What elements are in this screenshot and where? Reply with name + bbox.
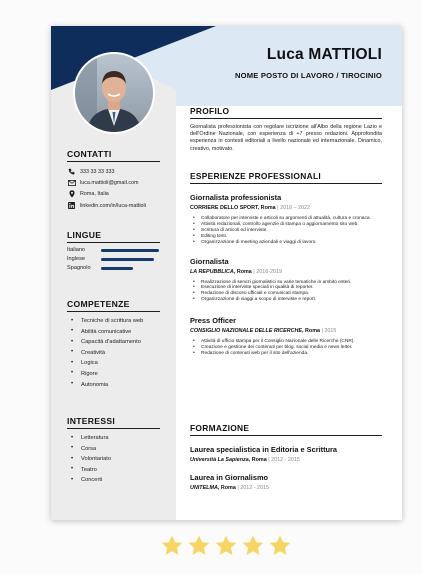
linkedin-icon [67, 202, 76, 209]
skill-item: • Logica [75, 360, 160, 366]
language-row [67, 265, 160, 271]
contact-linkedin-text: linkedin.com/in/luca-mattioli [80, 202, 146, 209]
job-meta [190, 328, 382, 334]
job-bullet: • Realizzazione di servizi giornalistici su varie tematiche in ambito esteri. [190, 280, 382, 286]
job-company: LA REPUBBLICA [190, 268, 234, 275]
contacts-title: CONTATTI [67, 149, 160, 162]
contact-email-text: luca.mattioli@gmail.com [80, 179, 139, 186]
skills-section [67, 299, 160, 392]
location-pin-icon [67, 191, 76, 198]
languages-title: LINGUE [67, 230, 160, 243]
interests-list [67, 435, 160, 483]
school-name: UNITELMA [190, 485, 218, 491]
interest-item: • Concerti [75, 477, 160, 483]
contact-email [67, 179, 160, 186]
job-company: CONSIGLIO NAZIONALE DELLE RICERCHE [190, 328, 303, 335]
resume-page [51, 26, 402, 520]
profile-text: Giornalista professionista con regolare iscrizione all'Albo della regione Lazio e dell'Ordine Nazionale, con esperienza di +7 presso redazioni. Approfondita esperienza in contesti editoriali a livello nazionale ed internazionale. Dinamico, creativo, motivato. [190, 124, 382, 152]
language-level-bar [101, 249, 159, 252]
language-level-bar [101, 267, 133, 270]
profile-section [190, 106, 382, 153]
education-entry [190, 473, 382, 491]
job-bullet: • Redazione di discorsi ufficiali e comunicati stampa. [190, 291, 382, 297]
language-name: Spagnolo [67, 265, 91, 271]
job-title: Giornalista professionista [190, 193, 282, 202]
job-bullet: • Redazione di contenuti web per il sito dell'azienda. [190, 351, 382, 357]
job-meta [190, 269, 382, 275]
degree-title: Laurea in Giornalismo [190, 473, 269, 482]
job-entry [190, 257, 382, 304]
skill-item: • Capacità d'adattamento [75, 339, 160, 345]
education-title: FORMAZIONE [190, 423, 382, 436]
interest-item: • Letteratura [75, 435, 160, 441]
language-name: Inglese [67, 256, 86, 262]
phone-icon [67, 168, 76, 175]
job-bullet: • Attività di ufficio stampa per il Consiglio Nazionale delle Ricerche (CNR). [190, 339, 382, 345]
language-level-bar [101, 258, 154, 261]
job-bullet: • Esecuzione di interviste speciali in qualità di reporter. [190, 285, 382, 291]
job-bullet: • Creazione e gestione dei contenuti per blog, social media e news letter. [190, 345, 382, 351]
contact-location-text: Roma, Italia [80, 191, 109, 198]
skills-title: COMPETENZE [67, 299, 160, 312]
education-entry [190, 445, 382, 463]
rating-stars [160, 534, 292, 558]
experience-title: ESPERIENZE PROFESSIONALI [190, 171, 382, 184]
interests-title: INTERESSI [67, 416, 160, 429]
job-entry [190, 316, 382, 357]
star-icon [268, 534, 292, 558]
degree-dates: | 2012 - 2015 [266, 457, 300, 463]
job-entry [190, 193, 382, 246]
job-dates: | 2019 – 2022 [275, 205, 311, 211]
job-target: NOME POSTO DI LAVORO / TIROCINIO [234, 71, 382, 80]
skill-item: • Creatività [75, 350, 160, 356]
job-bullets [190, 339, 382, 357]
contact-location [67, 191, 160, 198]
education-section [190, 423, 382, 491]
job-dates: | 2015 [320, 328, 337, 335]
job-title: Giornalista [190, 256, 229, 266]
school-city: , Roma [217, 485, 236, 491]
interest-item: • Corsa [75, 446, 160, 452]
contact-phone-text: 333 33 33 333 [80, 168, 115, 175]
contacts-section [67, 149, 160, 209]
job-bullet: • Attività redazionali, controllo agenzie di stampa o aggiornamento sito web. [190, 222, 382, 228]
job-bullet: • Editing testi. [190, 234, 382, 240]
job-title: Press Officer [190, 316, 237, 326]
school-name: Università La Sapienza [190, 457, 249, 463]
language-name: Italiano [67, 247, 86, 253]
star-icon [187, 534, 211, 558]
degree-meta [190, 457, 382, 463]
job-city: , Roma [302, 328, 320, 335]
skills-list [67, 318, 160, 388]
star-icon [214, 534, 238, 558]
degree-title: Laurea specialistica in Editoria e Scrittura [190, 445, 338, 454]
candidate-name: Luca MATTIOLI [266, 46, 382, 63]
school-city: , Roma [248, 457, 267, 463]
interest-item: • Volontariato [75, 456, 160, 462]
skill-item: • Tecniche di scrittura web [75, 318, 160, 324]
name-block [235, 46, 382, 80]
job-bullets [190, 216, 382, 246]
profile-photo [73, 52, 155, 134]
job-dates: | 2016-2019 [251, 268, 282, 275]
star-icon [241, 534, 265, 558]
job-bullet: • Scrittura di articoli ed interviste. [190, 228, 382, 234]
skill-item: • Rigore [75, 371, 160, 377]
job-city: , Roma [257, 205, 276, 211]
languages-section [67, 230, 160, 271]
email-icon [67, 179, 76, 186]
language-row [67, 256, 160, 262]
language-row [67, 247, 160, 253]
experience-section [190, 171, 382, 357]
job-bullets [190, 280, 382, 304]
job-bullet: • Organizzazione di meeting aziendali e viaggi di lavoro. [190, 240, 382, 246]
interests-section [67, 416, 160, 488]
contact-linkedin [67, 202, 160, 209]
star-icon [160, 534, 184, 558]
degree-meta [190, 485, 382, 491]
degree-dates: | 2012 - 2015 [235, 485, 270, 491]
skill-item: • Autonomia [75, 382, 160, 388]
contact-phone [67, 168, 160, 175]
job-city: , Roma [233, 268, 252, 275]
job-meta [190, 205, 382, 211]
job-bullet: • Organizzazione di viaggi a scopo di interviste e report. [190, 297, 382, 303]
job-company: CORRIERE DELLO SPORT [190, 205, 258, 211]
interest-item: • Teatro [75, 467, 160, 473]
skill-item: • Abilità comunicative [75, 329, 160, 335]
job-bullet: • Collaboratore per interviste e articoli su argomenti di attualità, cultura e cronaca. [190, 216, 382, 222]
profile-title: PROFILO [190, 106, 382, 119]
